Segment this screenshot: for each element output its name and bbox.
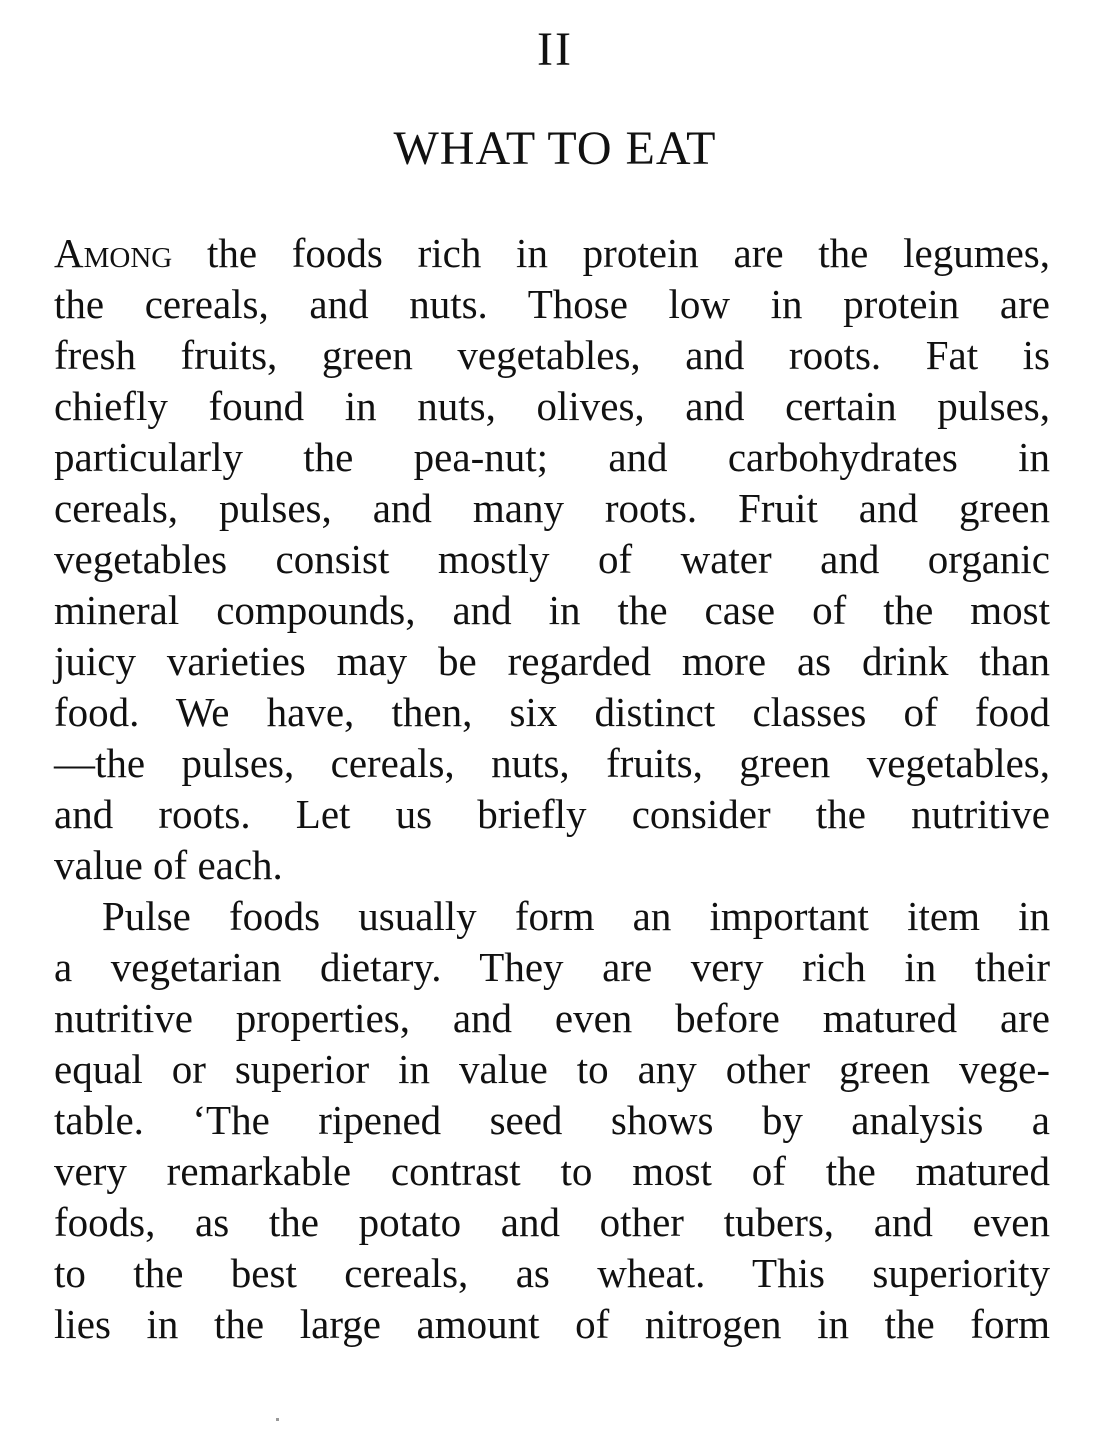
drop-lead-word: Among xyxy=(54,230,173,276)
text-line: Pulse foods usually form an important item in xyxy=(102,893,1050,939)
text-line: nutritive properties, and even before matured are xyxy=(54,995,1050,1041)
paragraph-pulse-foods xyxy=(54,891,1050,1350)
text-line: particularly the pea-nut; and carbohydrates in xyxy=(54,434,1050,480)
text-line: equal or superior in value to any other green vege- xyxy=(54,1046,1050,1092)
chapter-number: II xyxy=(537,23,573,76)
text-line: chiefly found in nuts, olives, and certain pulses, xyxy=(54,383,1050,429)
text-line: foods, as the potato and other tubers, and even xyxy=(54,1199,1050,1245)
text-line: food. We have, then, six distinct classes of food xyxy=(54,689,1050,735)
text-line: mineral compounds, and in the case of the most xyxy=(54,587,1050,633)
text-line: fresh fruits, green vegetables, and roots. Fat is xyxy=(54,332,1050,378)
chapter-title: WHAT TO EAT xyxy=(393,122,717,175)
text-line: juicy varieties may be regarded more as drink than xyxy=(54,638,1050,684)
text-line: a vegetarian dietary. They are very rich in their xyxy=(54,944,1050,990)
text-line: the cereals, and nuts. Those low in protein are xyxy=(54,281,1050,327)
text-line xyxy=(54,228,1050,279)
text-line: and roots. Let us briefly consider the nutritive xyxy=(54,791,1050,837)
print-speck xyxy=(276,1418,279,1421)
text-line: cereals, pulses, and many roots. Fruit and green xyxy=(54,485,1050,531)
paragraph-among-the-foods xyxy=(54,228,1050,891)
text-line: value of each. xyxy=(54,842,283,888)
text-line: to the best cereals, as wheat. This superiority xyxy=(54,1250,1050,1296)
text-line: table. ‘The ripened seed shows by analysis a xyxy=(54,1097,1050,1143)
body-text xyxy=(54,228,1050,1350)
text-line: very remarkable contrast to most of the matured xyxy=(54,1148,1050,1194)
text-line: —the pulses, cereals, nuts, fruits, green vegetables, xyxy=(54,740,1050,786)
text-line: lies in the large amount of nitrogen in the form xyxy=(54,1301,1050,1347)
text-line-remainder: the foods rich in protein are the legumes, xyxy=(172,230,1050,276)
text-line: vegetables consist mostly of water and organic xyxy=(54,536,1050,582)
